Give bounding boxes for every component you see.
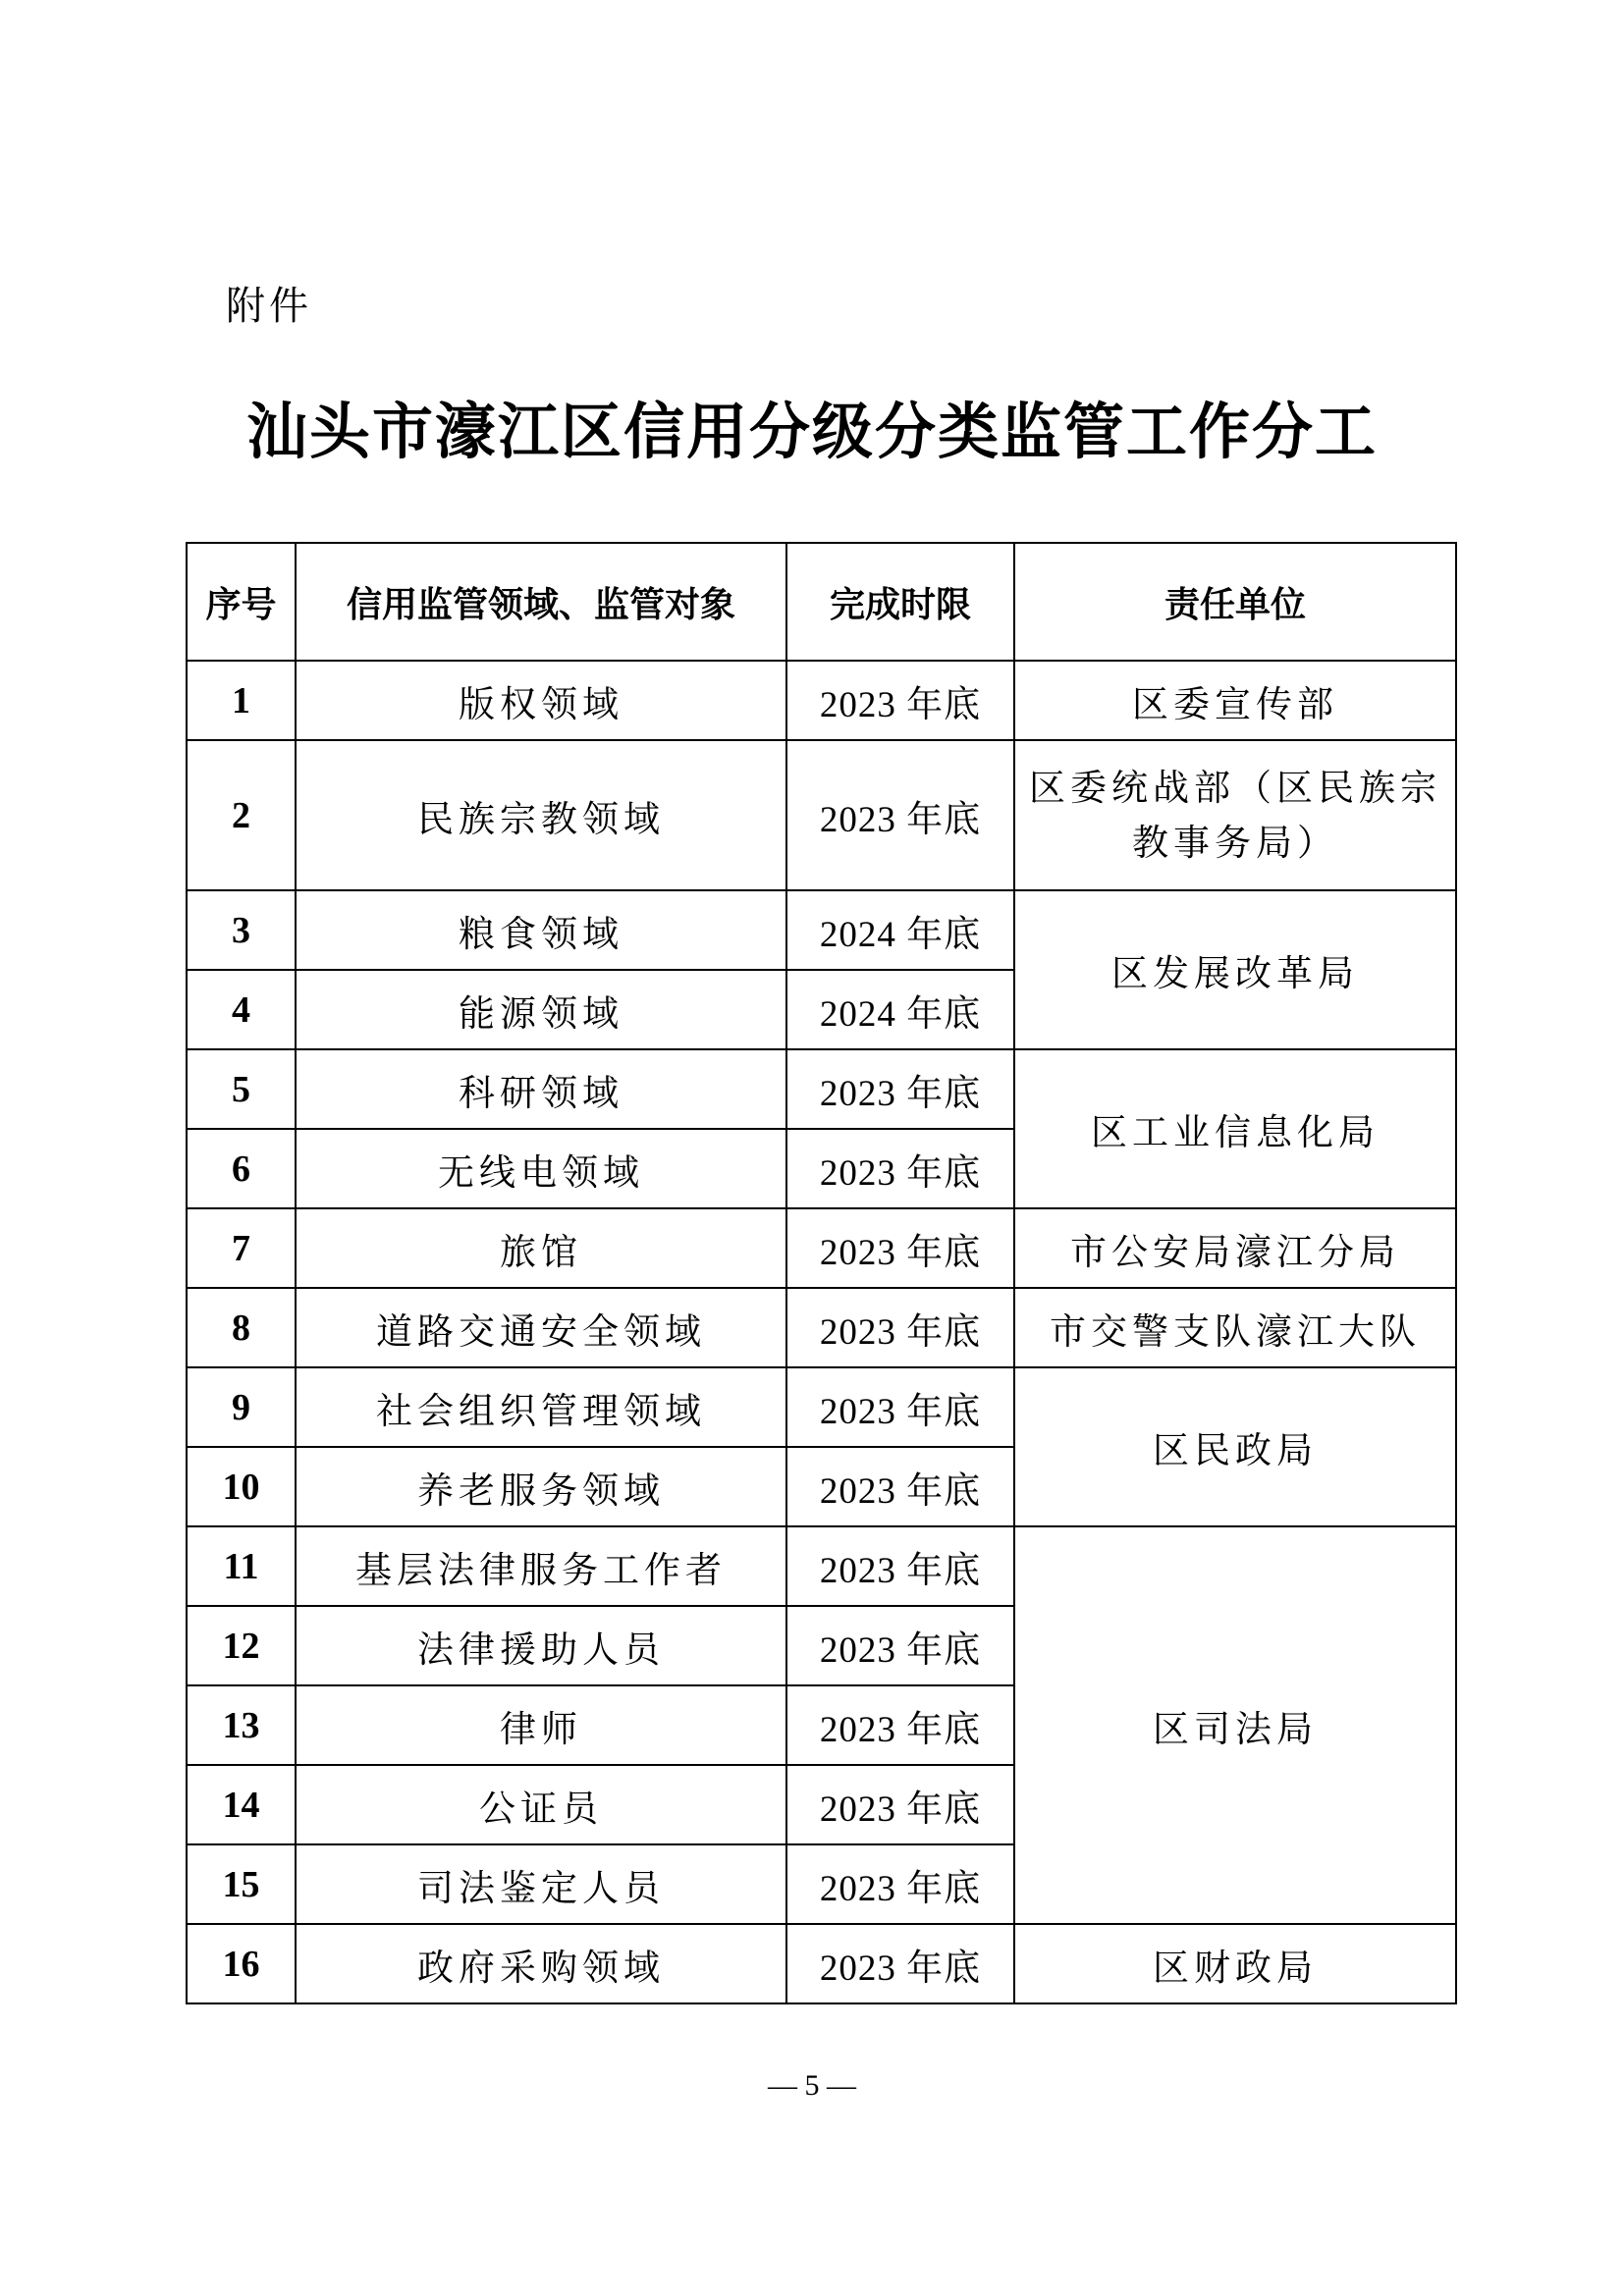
deadline: 2023 年底 [786, 1685, 1014, 1765]
row-number: 11 [187, 1526, 296, 1606]
header-deadline: 完成时限 [786, 543, 1014, 661]
header-unit: 责任单位 [1014, 543, 1456, 661]
row-number: 1 [187, 661, 296, 740]
table-row [187, 1367, 1456, 1447]
row-number: 3 [187, 890, 296, 970]
supervision-field: 社会组织管理领域 [296, 1367, 786, 1447]
table-row [187, 1049, 1456, 1129]
responsible-unit: 区工业信息化局 [1014, 1049, 1456, 1208]
responsible-unit: 市交警支队濠江大队 [1014, 1288, 1456, 1367]
supervision-field: 法律援助人员 [296, 1606, 786, 1685]
supervision-field: 律师 [296, 1685, 786, 1765]
supervision-field: 科研领域 [296, 1049, 786, 1129]
deadline: 2023 年底 [786, 1844, 1014, 1924]
deadline: 2023 年底 [786, 1606, 1014, 1685]
row-number: 15 [187, 1844, 296, 1924]
row-number: 10 [187, 1447, 296, 1526]
row-number: 5 [187, 1049, 296, 1129]
supervision-field: 政府采购领域 [296, 1924, 786, 2003]
responsible-unit: 区发展改革局 [1014, 890, 1456, 1049]
table-row [187, 890, 1456, 970]
row-number: 6 [187, 1129, 296, 1208]
deadline: 2023 年底 [786, 661, 1014, 740]
table-row [187, 661, 1456, 740]
supervision-field: 基层法律服务工作者 [296, 1526, 786, 1606]
deadline: 2023 年底 [786, 1129, 1014, 1208]
deadline: 2023 年底 [786, 1447, 1014, 1526]
table-row [187, 1208, 1456, 1288]
responsible-unit: 区委统战部（区民族宗教事务局） [1014, 740, 1456, 890]
deadline: 2023 年底 [786, 1765, 1014, 1844]
row-number: 7 [187, 1208, 296, 1288]
deadline: 2023 年底 [786, 1049, 1014, 1129]
deadline: 2023 年底 [786, 1367, 1014, 1447]
header-field: 信用监管领域、监管对象 [296, 543, 786, 661]
responsible-unit: 区财政局 [1014, 1924, 1456, 2003]
document-title: 汕头市濠江区信用分级分类监管工作分工 [245, 396, 1378, 467]
supervision-field: 司法鉴定人员 [296, 1844, 786, 1924]
responsible-unit: 区委宣传部 [1014, 661, 1456, 740]
supervision-field: 版权领域 [296, 661, 786, 740]
table-row [187, 1924, 1456, 2003]
supervision-field: 公证员 [296, 1765, 786, 1844]
deadline: 2023 年底 [786, 1288, 1014, 1367]
responsible-unit: 区司法局 [1014, 1526, 1456, 1924]
table-header [187, 543, 1456, 661]
deadline: 2024 年底 [786, 890, 1014, 970]
division-table [186, 542, 1457, 2004]
supervision-field: 道路交通安全领域 [296, 1288, 786, 1367]
supervision-field: 养老服务领域 [296, 1447, 786, 1526]
row-number: 14 [187, 1765, 296, 1844]
row-number: 12 [187, 1606, 296, 1685]
row-number: 2 [187, 740, 296, 890]
header-no: 序号 [187, 543, 296, 661]
deadline: 2023 年底 [786, 1526, 1014, 1606]
table-row [187, 1288, 1456, 1367]
supervision-field: 民族宗教领域 [296, 740, 786, 890]
supervision-field: 无线电领域 [296, 1129, 786, 1208]
table-row [187, 740, 1456, 890]
responsible-unit: 市公安局濠江分局 [1014, 1208, 1456, 1288]
deadline: 2023 年底 [786, 1924, 1014, 2003]
row-number: 9 [187, 1367, 296, 1447]
attachment-label: 附件 [226, 284, 312, 329]
supervision-field: 能源领域 [296, 970, 786, 1049]
supervision-field: 旅馆 [296, 1208, 786, 1288]
table-row [187, 1526, 1456, 1606]
row-number: 16 [187, 1924, 296, 2003]
responsible-unit: 区民政局 [1014, 1367, 1456, 1526]
deadline: 2023 年底 [786, 740, 1014, 890]
row-number: 8 [187, 1288, 296, 1367]
supervision-field: 粮食领域 [296, 890, 786, 970]
page-number: — 5 — [768, 2069, 856, 2102]
deadline: 2023 年底 [786, 1208, 1014, 1288]
row-number: 4 [187, 970, 296, 1049]
row-number: 13 [187, 1685, 296, 1765]
deadline: 2024 年底 [786, 970, 1014, 1049]
